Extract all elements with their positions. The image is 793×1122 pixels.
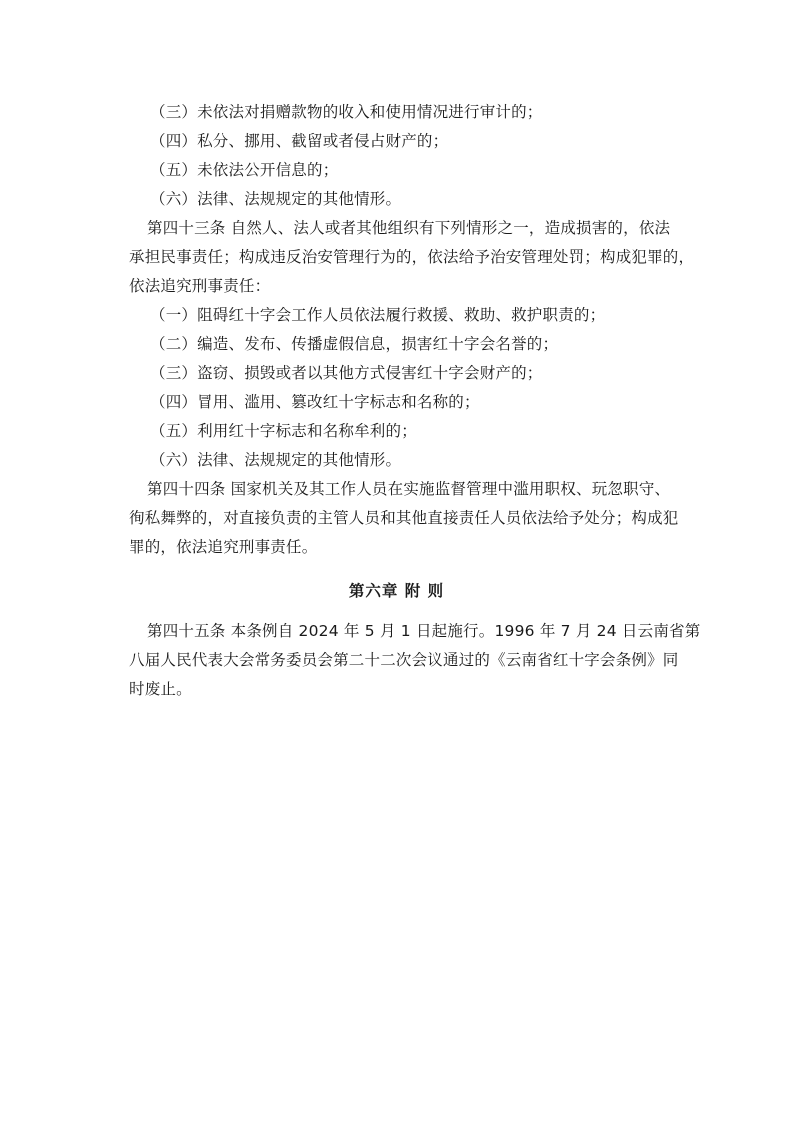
list-item: （六）法律、法规规定的其他情形。 xyxy=(150,451,402,469)
article-43-text: 依法追究刑事责任： xyxy=(129,277,271,295)
article-44-text: 徇私舞弊的，对直接负责的主管人员和其他直接责任人员依法给予处分；构成犯 xyxy=(129,509,679,527)
chapter-heading: 第六章 附 则 xyxy=(348,582,445,600)
article-43-text: 承担民事责任；构成违反治安管理行为的，依法给予治安管理处罚；构成犯罪的， xyxy=(129,248,695,266)
article-45-text: 时废止。 xyxy=(129,680,192,698)
list-item: （六）法律、法规规定的其他情形。 xyxy=(150,190,402,208)
article-45-text: 八届人民代表大会常务委员会第二十二次会议通过的《云南省红十字会条例》同 xyxy=(129,651,679,669)
article-44-text: 罪的，依法追究刑事责任。 xyxy=(129,538,318,556)
article-45-text: 第四十五条 本条例自 2024 年 5 月 1 日起施行。1996 年 7 月 24 日云南省第 xyxy=(147,622,701,640)
article-44-text: 第四十四条 国家机关及其工作人员在实施监督管理中滥用职权、玩忽职守、 xyxy=(147,480,671,498)
list-item: （一）阻碍红十字会工作人员依法履行救援、救助、救护职责的； xyxy=(150,306,606,324)
list-item: （五）利用红十字标志和名称牟利的； xyxy=(150,422,417,440)
article-43-text: 第四十三条 自然人、法人或者其他组织有下列情形之一，造成损害的，依法 xyxy=(147,219,671,237)
list-item: （三）盗窃、损毁或者以其他方式侵害红十字会财产的； xyxy=(150,364,543,382)
list-item: （二）编造、发布、传播虚假信息，损害红十字会名誉的； xyxy=(150,335,559,353)
list-item: （四）私分、挪用、截留或者侵占财产的； xyxy=(150,132,449,150)
list-item: （四）冒用、滥用、篡改红十字标志和名称的； xyxy=(150,393,480,411)
list-item: （三）未依法对捐赠款物的收入和使用情况进行审计的； xyxy=(150,103,543,121)
list-item: （五）未依法公开信息的； xyxy=(150,161,339,179)
